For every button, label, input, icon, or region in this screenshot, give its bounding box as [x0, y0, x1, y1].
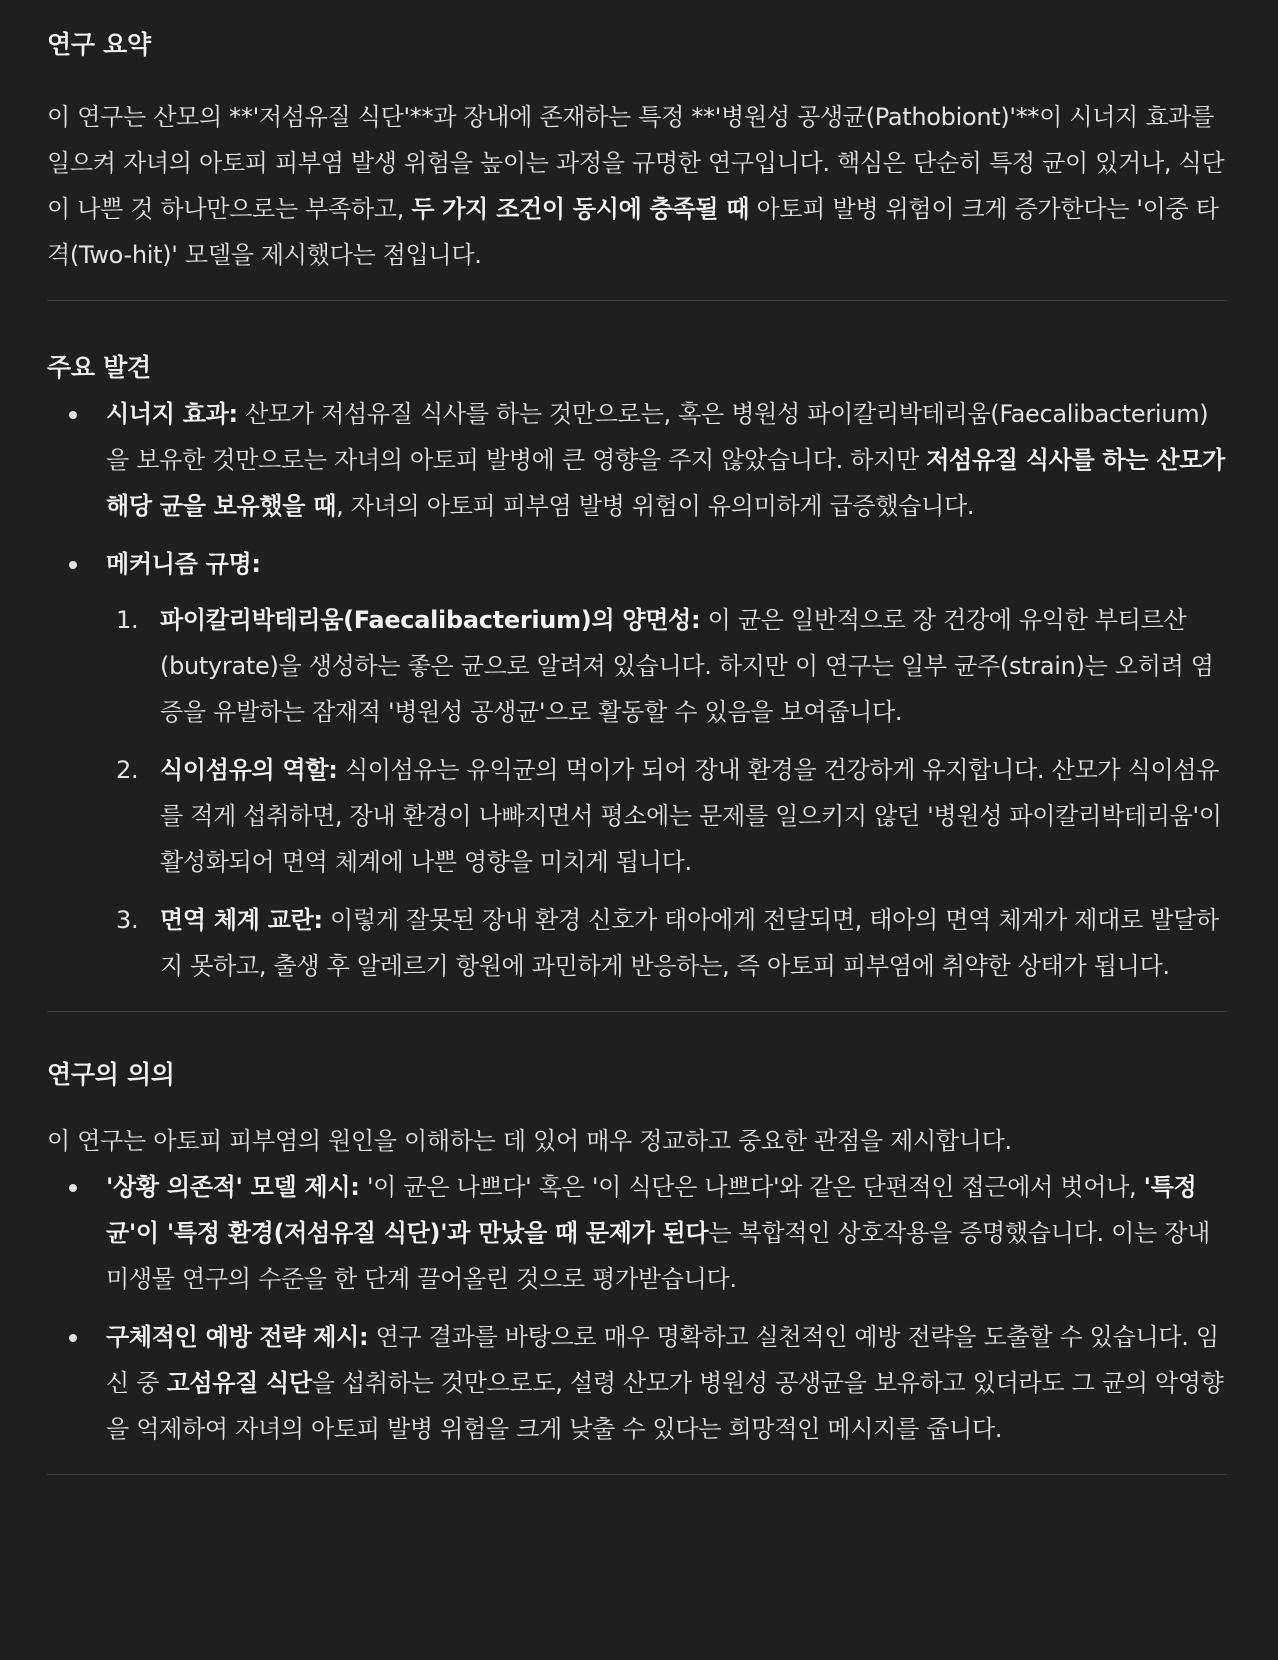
divider — [47, 1474, 1227, 1475]
step-label: 식이섬유의 역할: — [160, 756, 338, 784]
list-item-synergy — [47, 391, 1227, 529]
synergy-text-1: 산모가 저섬유질 식사를 하는 것만으로는, 혹은 병원성 파이칼리박테리움(Faecalibacterium)을 보유한 것만으로는 자녀의 아토피 발병에 큰 영향을 주지 않았습니다. 하지만 — [106, 400, 1209, 474]
response-document — [47, 0, 1227, 1475]
step-text: 이 균은 일반적으로 장 건강에 유익한 부티르산(butyrate)을 생성하는 좋은 균으로 알려져 있습니다. 하지만 이 연구는 일부 균주(strain)는 오히려 염증을 유발하는 잠재적 '병원성 공생균'으로 활동할 수 있음을 보여줍니다. — [160, 606, 1214, 726]
step-label: 면역 체계 교란: — [160, 906, 323, 934]
context-model-text-2: 는 복합적인 상호작용을 증명했습니다. 이는 장내 미생물 연구의 수준을 한 단계 끌어올린 것으로 평가받습니다. — [106, 1219, 1210, 1293]
significance-list — [47, 1164, 1227, 1452]
findings-list — [47, 391, 1227, 989]
list-item-context-model — [47, 1164, 1227, 1302]
step-label: 파이칼리박테리움(Faecalibacterium)의 양면성: — [160, 606, 701, 634]
prevention-text-1: 연구 결과를 바탕으로 매우 명확하고 실천적인 예방 전략을 도출할 수 있습니다. 임신 중 — [106, 1323, 1219, 1397]
mechanism-step — [106, 747, 1227, 885]
summary-paragraph — [47, 94, 1227, 278]
step-text: 이렇게 잘못된 장내 환경 신호가 태아에게 전달되면, 태아의 면역 체계가 제대로 발달하지 못하고, 출생 후 알레르기 항원에 과민하게 반응하는, 즉 아토피 피부염에 취약한 상태가 됩니다. — [160, 906, 1219, 980]
list-item-mechanism — [47, 541, 1227, 989]
step-number: 3. — [116, 906, 139, 934]
mechanism-label: 메커니즘 규명: — [106, 550, 261, 578]
mechanism-steps — [106, 597, 1227, 989]
step-text: 식이섬유는 유익균의 먹이가 되어 장내 환경을 건강하게 유지합니다. 산모가 식이섬유를 적게 섭취하면, 장내 환경이 나빠지면서 평소에는 문제를 일으키지 않던 '병원성 파이칼리박테리움'이 활성화되어 면역 체계에 나쁜 영향을 미치게 됩니다. — [160, 756, 1222, 876]
step-number: 1. — [116, 606, 139, 634]
synergy-label: 시너지 효과: — [106, 400, 238, 428]
divider — [47, 300, 1227, 301]
prevention-text-2: 을 섭취하는 것만으로도, 설령 산모가 병원성 공생균을 보유하고 있더라도 그 균의 악영향을 억제하여 자녀의 아토피 발병 위험을 크게 낮출 수 있다는 희망적인 메시지를 줍니다. — [106, 1369, 1224, 1443]
section-heading-findings: 주요 발견 — [47, 353, 151, 382]
section-heading-summary: 연구 요약 — [47, 30, 151, 59]
context-model-bold-text: '특정 균'이 '특정 환경(저섬유질 식단)'과 만났을 때 문제가 된다 — [106, 1173, 1197, 1247]
prevention-label: 구체적인 예방 전략 제시: — [106, 1323, 369, 1351]
summary-text-2: 아토피 발병 위험이 크게 증가한다는 '이중 타격(Two-hit)' 모델을 제시했다는 점입니다. — [47, 195, 1219, 269]
synergy-text-2: , 자녀의 아토피 피부염 발병 위험이 유의미하게 급증했습니다. — [336, 492, 975, 520]
step-number: 2. — [116, 756, 139, 784]
mechanism-step — [106, 597, 1227, 735]
context-model-label: '상황 의존적' 모델 제시: — [106, 1173, 360, 1201]
section-heading-significance: 연구의 의의 — [47, 1060, 175, 1089]
synergy-bold-text: 저섬유질 식사를 하는 산모가 해당 균을 보유했을 때 — [106, 446, 1226, 520]
prevention-bold-text: 고섬유질 식단 — [166, 1369, 312, 1397]
mechanism-step — [106, 897, 1227, 989]
summary-text-1: 이 연구는 산모의 **'저섬유질 식단'**과 장내에 존재하는 특정 **'병원성 공생균(Pathobiont)'**이 시너지 효과를 일으켜 자녀의 아토피 피부염 발생 위험을 높이는 과정을 규명한 연구입니다. 핵심은 단순히 특정 균이 있거나, 식단이 나쁜 것 하나만으로는 부족하고, — [47, 103, 1225, 223]
context-model-text-1: '이 균은 나쁘다' 혹은 '이 식단은 나쁘다'와 같은 단편적인 접근에서 벗어나, — [359, 1173, 1144, 1201]
list-item-prevention — [47, 1314, 1227, 1452]
summary-bold-text: 두 가지 조건이 동시에 충족될 때 — [411, 195, 750, 223]
significance-intro: 이 연구는 아토피 피부염의 원인을 이해하는 데 있어 매우 정교하고 중요한 관점을 제시합니다. — [47, 1127, 1012, 1155]
divider — [47, 1011, 1227, 1012]
